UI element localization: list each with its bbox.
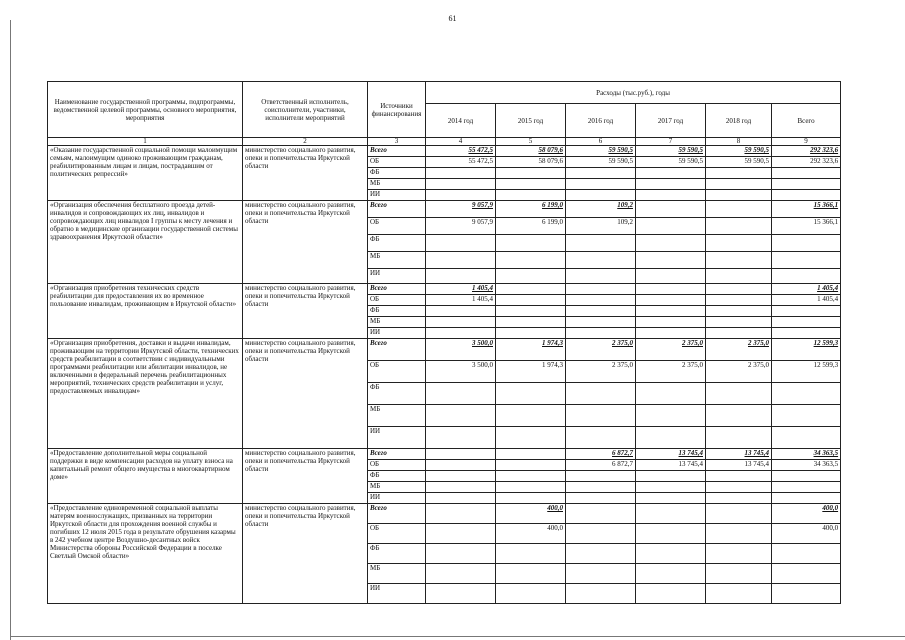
amount-cell: [636, 252, 706, 269]
amount-cell: [426, 504, 496, 524]
funding-source: ИИ: [368, 190, 426, 201]
amount-cell: [706, 306, 772, 317]
funding-source: ФБ: [368, 168, 426, 179]
amount-total-cell: 34 363,5: [772, 449, 841, 460]
amount-cell: [426, 460, 496, 471]
amount-total-cell: 1 405,4: [772, 284, 841, 295]
amount-cell: [426, 564, 496, 584]
amount-cell: [706, 544, 772, 564]
program-name: «Оказание государственной социальной помощи малоимущим семьям, малоимущим одиноко проживающим гражданам, реабилитированным лицам и лицам, пострадавшим от политических репрессий»: [48, 146, 243, 201]
amount-cell: [706, 564, 772, 584]
amount-cell: 2 375,0: [566, 361, 636, 383]
amount-cell: [496, 317, 566, 328]
amount-cell: [566, 524, 636, 544]
funding-source: МБ: [368, 317, 426, 328]
table-body: [48, 146, 841, 604]
amount-cell: 58 079,6: [496, 146, 566, 157]
amount-total-cell: 292 323,6: [772, 146, 841, 157]
amount-cell: [636, 471, 706, 482]
amount-total-cell: 400,0: [772, 524, 841, 544]
amount-cell: 59 590,5: [636, 146, 706, 157]
funding-source: ФБ: [368, 235, 426, 252]
amount-cell: [426, 383, 496, 405]
amount-total-cell: 34 363,5: [772, 460, 841, 471]
amount-cell: [566, 252, 636, 269]
amount-cell: [496, 564, 566, 584]
amount-cell: 2 375,0: [636, 361, 706, 383]
amount-cell: [706, 317, 772, 328]
amount-total-cell: [772, 328, 841, 339]
amount-cell: [496, 306, 566, 317]
amount-cell: [426, 544, 496, 564]
funding-source: Всего: [368, 449, 426, 460]
amount-cell: [426, 179, 496, 190]
amount-cell: [636, 190, 706, 201]
table-row-total: [48, 339, 841, 361]
amount-cell: [496, 190, 566, 201]
amount-cell: [706, 427, 772, 449]
column-number: 6: [566, 138, 636, 146]
amount-cell: 13 745,4: [636, 449, 706, 460]
header-year: 2015 год: [496, 104, 566, 138]
amount-cell: [566, 482, 636, 493]
amount-cell: [426, 235, 496, 252]
amount-cell: 1 405,4: [426, 295, 496, 306]
amount-total-cell: [772, 471, 841, 482]
responsible-executor: министерство социального развития, опеки и попечительства Иркутской области: [243, 449, 368, 504]
amount-cell: [636, 295, 706, 306]
amount-cell: [706, 190, 772, 201]
amount-cell: 59 590,5: [566, 146, 636, 157]
amount-cell: [706, 482, 772, 493]
table-row-total: [48, 201, 841, 218]
amount-cell: [496, 405, 566, 427]
amount-cell: 6 872,7: [566, 460, 636, 471]
funding-source: ОБ: [368, 295, 426, 306]
funding-source: ФБ: [368, 383, 426, 405]
amount-total-cell: [772, 544, 841, 564]
amount-cell: [496, 179, 566, 190]
funding-source: ИИ: [368, 584, 426, 604]
amount-cell: [636, 383, 706, 405]
amount-cell: 109,2: [566, 201, 636, 218]
amount-cell: [706, 179, 772, 190]
amount-cell: [706, 269, 772, 284]
amount-cell: [706, 284, 772, 295]
amount-cell: [636, 328, 706, 339]
amount-cell: 400,0: [496, 504, 566, 524]
amount-cell: 400,0: [496, 524, 566, 544]
header-year: 2014 год: [426, 104, 496, 138]
amount-cell: [566, 235, 636, 252]
amount-cell: [496, 471, 566, 482]
column-number: 1: [48, 138, 243, 146]
table-row-total: [48, 449, 841, 460]
amount-cell: [566, 471, 636, 482]
amount-total-cell: [772, 564, 841, 584]
funding-source: ОБ: [368, 361, 426, 383]
amount-cell: [496, 544, 566, 564]
amount-total-cell: 1 405,4: [772, 295, 841, 306]
amount-cell: [706, 504, 772, 524]
amount-cell: 9 057,9: [426, 201, 496, 218]
amount-cell: 59 590,5: [706, 157, 772, 168]
amount-cell: [636, 504, 706, 524]
funding-source: ФБ: [368, 544, 426, 564]
amount-cell: 55 472,5: [426, 146, 496, 157]
column-number: 5: [496, 138, 566, 146]
amount-cell: [706, 295, 772, 306]
amount-cell: [426, 168, 496, 179]
amount-cell: [636, 306, 706, 317]
page-frame-bottom-edge: [10, 636, 905, 637]
table-row-total: [48, 284, 841, 295]
amount-total-cell: 12 599,3: [772, 361, 841, 383]
amount-cell: [566, 168, 636, 179]
amount-cell: 9 057,9: [426, 218, 496, 235]
amount-cell: [566, 306, 636, 317]
responsible-executor: министерство социального развития, опеки и попечительства Иркутской области: [243, 284, 368, 339]
amount-cell: 3 500,0: [426, 339, 496, 361]
amount-cell: [496, 295, 566, 306]
funding-source: ИИ: [368, 493, 426, 504]
funding-source: ОБ: [368, 157, 426, 168]
amount-cell: [706, 471, 772, 482]
amount-cell: [636, 482, 706, 493]
page-number: 61: [448, 14, 457, 23]
header-year: 2017 год: [636, 104, 706, 138]
funding-source: МБ: [368, 482, 426, 493]
amount-cell: [566, 564, 636, 584]
amount-cell: [426, 306, 496, 317]
program-name: «Предоставление дополнительной меры социальной поддержки в виде компенсации расходов на уплату взноса на капитальный ремонт общего имущества в многоквартирном доме»: [48, 449, 243, 504]
amount-cell: [566, 405, 636, 427]
amount-cell: [496, 269, 566, 284]
amount-cell: [566, 269, 636, 284]
funding-source: Всего: [368, 504, 426, 524]
amount-cell: [636, 235, 706, 252]
amount-cell: 1 405,4: [426, 284, 496, 295]
responsible-executor: министерство социального развития, опеки и попечительства Иркутской области: [243, 146, 368, 201]
table-row-total: [48, 504, 841, 524]
amount-total-cell: [772, 179, 841, 190]
amount-cell: [636, 317, 706, 328]
amount-cell: 2 375,0: [706, 339, 772, 361]
amount-cell: [426, 493, 496, 504]
amount-cell: [636, 564, 706, 584]
amount-cell: [496, 168, 566, 179]
funding-source: Всего: [368, 284, 426, 295]
amount-cell: [566, 317, 636, 328]
amount-cell: [566, 584, 636, 604]
amount-cell: [426, 190, 496, 201]
amount-cell: [426, 427, 496, 449]
funding-source: МБ: [368, 179, 426, 190]
header-year: 2016 год: [566, 104, 636, 138]
amount-cell: [426, 328, 496, 339]
amount-cell: [426, 482, 496, 493]
amount-cell: [706, 524, 772, 544]
amount-cell: [566, 284, 636, 295]
amount-cell: 59 590,5: [636, 157, 706, 168]
amount-cell: [426, 584, 496, 604]
amount-cell: [496, 252, 566, 269]
amount-total-cell: 15 366,1: [772, 218, 841, 235]
amount-cell: [566, 383, 636, 405]
amount-total-cell: [772, 168, 841, 179]
funding-source: Всего: [368, 339, 426, 361]
amount-cell: [706, 235, 772, 252]
amount-cell: [496, 493, 566, 504]
expenses-table: [47, 81, 841, 604]
program-name: «Организация приобретения, доставки и выдачи инвалидам, проживающим на территории Иркутской области, технических средств реабилитации в соответствии с индивидуальными программами реабилитации или абилитации инвалидов, не включенными в федеральный перечень реабилитационных мероприятий, технических средств реабилитации и услуг, предоставляемых инвалидам»: [48, 339, 243, 449]
funding-source: ИИ: [368, 269, 426, 284]
responsible-executor: министерство социального развития, опеки и попечительства Иркутской области: [243, 201, 368, 284]
amount-total-cell: 12 599,3: [772, 339, 841, 361]
funding-source: МБ: [368, 252, 426, 269]
amount-cell: 2 375,0: [706, 361, 772, 383]
amount-cell: [496, 460, 566, 471]
amount-cell: 1 974,3: [496, 339, 566, 361]
column-number: 9: [772, 138, 841, 146]
amount-cell: 1 974,3: [496, 361, 566, 383]
amount-cell: [566, 179, 636, 190]
amount-cell: [566, 295, 636, 306]
amount-cell: [426, 269, 496, 284]
funding-source: Всего: [368, 146, 426, 157]
funding-source: ОБ: [368, 524, 426, 544]
funding-source: ФБ: [368, 306, 426, 317]
amount-cell: 109,2: [566, 218, 636, 235]
amount-total-cell: [772, 317, 841, 328]
amount-cell: [496, 383, 566, 405]
header-name: Наименование государственной программы, подпрограммы, ведомственной целевой программы, основного мероприятия, мероприятия: [48, 82, 243, 138]
amount-cell: [636, 179, 706, 190]
header-source: Источники финансирования: [368, 82, 426, 138]
amount-cell: 3 500,0: [426, 361, 496, 383]
column-number: 2: [243, 138, 368, 146]
amount-cell: [426, 449, 496, 460]
amount-cell: [706, 168, 772, 179]
amount-cell: [496, 427, 566, 449]
amount-cell: [706, 584, 772, 604]
amount-cell: 59 590,5: [706, 146, 772, 157]
program-name: «Организация обеспечения бесплатного проезда детей-инвалидов и сопровождающих их лиц, инвалидов и сопровождающих лиц инвалидов I группы к месту лечения и обратно в медицинские организации государственной системы здравоохранения Иркутской области»: [48, 201, 243, 284]
amount-cell: [566, 504, 636, 524]
amount-cell: [706, 252, 772, 269]
amount-total-cell: [772, 584, 841, 604]
amount-cell: [706, 493, 772, 504]
amount-cell: [636, 218, 706, 235]
amount-cell: [636, 284, 706, 295]
amount-cell: [636, 584, 706, 604]
amount-cell: [496, 328, 566, 339]
amount-cell: [496, 284, 566, 295]
funding-source: ОБ: [368, 218, 426, 235]
funding-source: ФБ: [368, 471, 426, 482]
header-expenses: Расходы (тыс.руб.), годы: [426, 82, 841, 104]
program-name: «Организация приобретения технических средств реабилитации для предоставления их во временное пользование инвалидам, проживающим в Иркутской области»: [48, 284, 243, 339]
responsible-executor: министерство социального развития, опеки и попечительства Иркутской области: [243, 339, 368, 449]
amount-cell: [426, 524, 496, 544]
amount-cell: [636, 168, 706, 179]
page-frame-left-edge: [10, 20, 11, 640]
amount-cell: [496, 482, 566, 493]
column-number: 3: [368, 138, 426, 146]
funding-source: ОБ: [368, 460, 426, 471]
amount-cell: [636, 405, 706, 427]
amount-total-cell: [772, 493, 841, 504]
funding-source: ИИ: [368, 427, 426, 449]
funding-source: Всего: [368, 201, 426, 218]
amount-cell: 13 745,4: [706, 460, 772, 471]
amount-total-cell: 400,0: [772, 504, 841, 524]
amount-cell: [636, 524, 706, 544]
amount-total-cell: [772, 235, 841, 252]
amount-cell: 59 590,5: [566, 157, 636, 168]
amount-total-cell: [772, 269, 841, 284]
column-number: 8: [706, 138, 772, 146]
amount-total-cell: [772, 427, 841, 449]
amount-cell: 6 199,0: [496, 201, 566, 218]
funding-source: МБ: [368, 405, 426, 427]
amount-cell: [706, 201, 772, 218]
amount-total-cell: [772, 190, 841, 201]
amount-cell: [636, 427, 706, 449]
amount-cell: 2 375,0: [636, 339, 706, 361]
amount-cell: [636, 544, 706, 564]
amount-cell: [496, 449, 566, 460]
amount-cell: 58 079,6: [496, 157, 566, 168]
amount-cell: [566, 190, 636, 201]
amount-total-cell: [772, 405, 841, 427]
funding-source: ИИ: [368, 328, 426, 339]
amount-cell: [426, 405, 496, 427]
amount-cell: [496, 235, 566, 252]
amount-cell: [566, 493, 636, 504]
header-year: 2018 год: [706, 104, 772, 138]
amount-cell: [636, 201, 706, 218]
responsible-executor: министерство социального развития, опеки и попечительства Иркутской области: [243, 504, 368, 604]
header-total: Всего: [772, 104, 841, 138]
amount-total-cell: 15 366,1: [772, 201, 841, 218]
amount-cell: [706, 218, 772, 235]
amount-cell: 13 745,4: [636, 460, 706, 471]
amount-cell: [706, 405, 772, 427]
amount-cell: [426, 252, 496, 269]
amount-total-cell: [772, 306, 841, 317]
amount-cell: 13 745,4: [706, 449, 772, 460]
amount-cell: [426, 317, 496, 328]
amount-total-cell: [772, 482, 841, 493]
amount-cell: 55 472,5: [426, 157, 496, 168]
amount-cell: [496, 584, 566, 604]
funding-source: МБ: [368, 564, 426, 584]
amount-total-cell: [772, 252, 841, 269]
amount-cell: 6 872,7: [566, 449, 636, 460]
program-name: «Предоставление единовременной социальной выплаты матерям военнослужащих, призванных на территории Иркутской области для прохождения военной службы и погибших 12 июля 2015 года в результате обрушения казармы в 242 учебном центре Воздушно-десантных войск Министерства обороны Российской Федерации в поселке Светлый Омской области»: [48, 504, 243, 604]
amount-cell: 2 375,0: [566, 339, 636, 361]
header-responsible: Ответственный исполнитель, соисполнители, участники, исполнители мероприятий: [243, 82, 368, 138]
amount-total-cell: [772, 383, 841, 405]
amount-cell: [566, 427, 636, 449]
amount-cell: [636, 269, 706, 284]
table-row-total: [48, 146, 841, 157]
amount-cell: [566, 328, 636, 339]
amount-cell: [636, 493, 706, 504]
amount-cell: [426, 471, 496, 482]
column-number: 4: [426, 138, 496, 146]
amount-total-cell: 292 323,6: [772, 157, 841, 168]
amount-cell: [706, 383, 772, 405]
amount-cell: [706, 328, 772, 339]
amount-cell: 6 199,0: [496, 218, 566, 235]
amount-cell: [566, 544, 636, 564]
column-number: 7: [636, 138, 706, 146]
